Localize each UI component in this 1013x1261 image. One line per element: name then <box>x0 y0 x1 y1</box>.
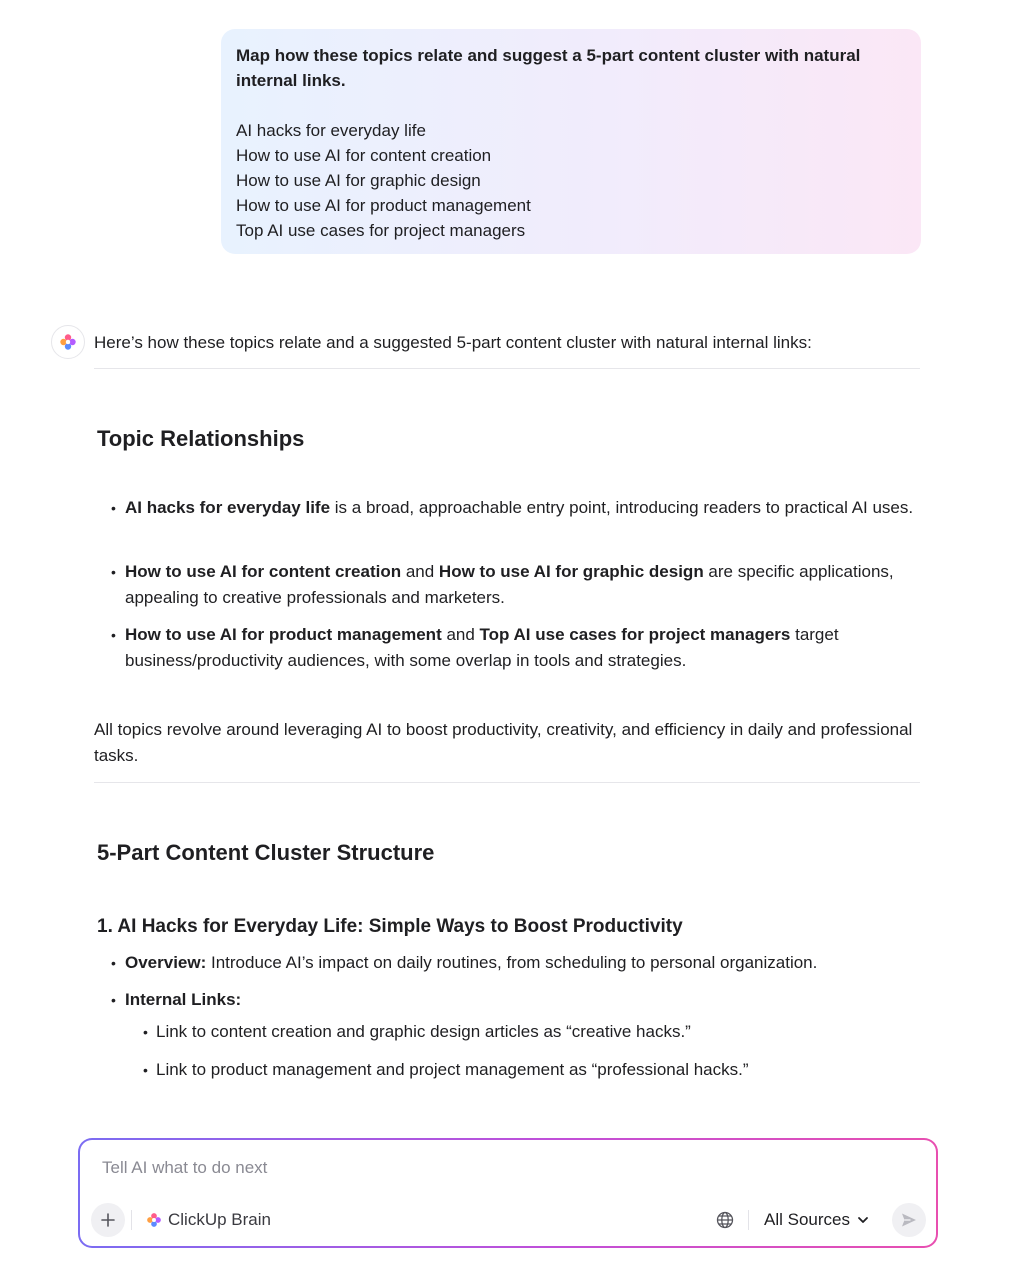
ai-composer <box>78 1138 938 1248</box>
summary-paragraph: All topics revolve around leveraging AI to boost productivity, creativity, and efficiency in daily and professional tasks. <box>94 720 913 765</box>
item-text: is a broad, approachable entry point, introducing readers to practical AI uses. <box>330 498 914 517</box>
ai-avatar <box>51 325 85 359</box>
send-icon <box>900 1211 918 1229</box>
model-selector-button[interactable] <box>146 1206 271 1234</box>
send-button[interactable] <box>892 1203 926 1237</box>
user-prompt-text: Map how these topics relate and suggest a 5-part content cluster with natural internal links. <box>236 46 861 90</box>
globe-icon <box>716 1211 734 1229</box>
overview-text: Introduce AI’s impact on daily routines, from scheduling to personal organization. <box>206 953 818 972</box>
composer-body <box>80 1140 936 1246</box>
add-button[interactable] <box>91 1203 125 1237</box>
bold-topic: Top AI use cases for project managers <box>479 625 791 644</box>
user-topic-item: How to use AI for content creation <box>236 146 492 165</box>
list-item <box>125 559 915 611</box>
clickup-brain-logo-icon <box>146 1212 162 1228</box>
section-heading-topic-relationships: Topic Relationships <box>97 426 305 451</box>
bold-topic: AI hacks for everyday life <box>125 498 331 517</box>
item-text: target business/productivity audiences, with some overlap in tools and strategies. <box>125 625 839 670</box>
user-topic-item: How to use AI for product management <box>236 196 531 215</box>
chevron-down-icon <box>856 1213 870 1227</box>
sources-label: All Sources <box>764 1210 850 1229</box>
user-message-bubble <box>221 29 921 254</box>
list-item <box>125 495 915 521</box>
sources-dropdown[interactable] <box>764 1206 870 1234</box>
overview-label: Overview: <box>125 953 207 972</box>
clickup-brain-logo-icon <box>59 333 77 351</box>
item-text: and <box>401 562 439 581</box>
prompt-input[interactable] <box>102 1158 882 1178</box>
model-label: ClickUp Brain <box>168 1210 271 1229</box>
bold-topic: How to use AI for graphic design <box>438 562 704 581</box>
user-topic-item: Top AI use cases for project managers <box>236 221 526 240</box>
user-topic-list <box>236 118 906 243</box>
section-heading-content-cluster: 5-Part Content Cluster Structure <box>97 840 435 865</box>
nested-list-item: • Link to content creation and graphic design articles as “creative hacks.” <box>156 1019 916 1045</box>
toolbar-separator <box>748 1210 749 1230</box>
plus-icon <box>101 1213 115 1227</box>
web-search-toggle[interactable] <box>715 1210 735 1230</box>
internal-links-label: Internal Links: <box>125 990 242 1009</box>
user-topic-item: AI hacks for everyday life <box>236 121 426 140</box>
toolbar-separator <box>131 1210 132 1230</box>
bold-topic: How to use AI for content creation <box>125 562 402 581</box>
divider <box>94 782 920 783</box>
bold-topic: How to use AI for product management <box>125 625 442 644</box>
nested-list-item: • Link to product management and project management as “professional hacks.” <box>156 1057 916 1083</box>
response-intro: Here’s how these topics relate and a suggested 5-part content cluster with natural internal links: <box>94 333 812 352</box>
list-item <box>125 622 915 674</box>
item-text: and <box>441 625 480 644</box>
item-text: are specific applications, appealing to creative professionals and marketers. <box>125 562 894 607</box>
cluster-part-title: 1. AI Hacks for Everyday Life: Simple Ways to Boost Productivity <box>97 916 683 937</box>
list-item <box>125 987 915 1013</box>
list-item <box>125 950 915 976</box>
divider <box>94 368 920 369</box>
user-topic-item: How to use AI for graphic design <box>236 171 481 190</box>
